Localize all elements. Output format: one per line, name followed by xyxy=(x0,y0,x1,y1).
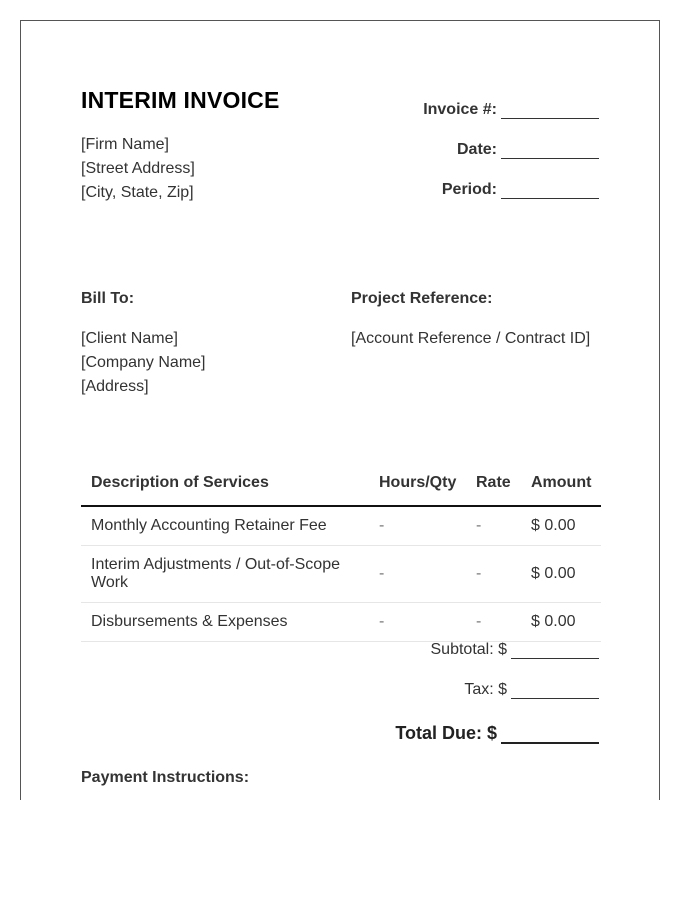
client-name: [Client Name] xyxy=(81,330,178,347)
row-amount: $ 0.00 xyxy=(531,517,576,534)
tax-field[interactable] xyxy=(511,682,599,699)
invoice-page xyxy=(20,20,660,800)
project-reference-label: Project Reference: xyxy=(351,290,493,307)
row-description: Disbursements & Expenses xyxy=(91,613,288,630)
firm-city-state-zip: [City, State, Zip] xyxy=(81,184,194,201)
invoice-number-row xyxy=(423,97,599,119)
row-amount: $ 0.00 xyxy=(531,565,576,582)
bill-to-label: Bill To: xyxy=(81,290,135,307)
subtotal-field[interactable] xyxy=(511,642,599,659)
row-hours: - xyxy=(379,613,385,630)
firm-street-address: [Street Address] xyxy=(81,160,195,177)
invoice-number-label: Invoice #: xyxy=(423,101,497,118)
row-rate: - xyxy=(476,517,482,534)
header-rate: Rate xyxy=(476,474,511,491)
client-address: [Address] xyxy=(81,378,149,395)
invoice-number-field[interactable] xyxy=(501,102,599,119)
row-hours: - xyxy=(379,517,385,534)
table-row xyxy=(81,546,601,603)
row-hours: - xyxy=(379,565,385,582)
payment-instructions-label: Payment Instructions: xyxy=(81,769,250,786)
row-rate: - xyxy=(476,565,482,582)
row-description: Monthly Accounting Retainer Fee xyxy=(91,517,327,534)
table-header xyxy=(81,461,601,507)
header-description: Description of Services xyxy=(91,474,269,491)
row-rate: - xyxy=(476,613,482,630)
invoice-period-row xyxy=(442,177,599,199)
row-amount: $ 0.00 xyxy=(531,613,576,630)
row-description: Interim Adjustments / Out-of-Scope Work xyxy=(91,556,340,591)
services-table xyxy=(81,461,601,642)
total-due-label: Total Due: $ xyxy=(395,723,497,743)
table-row xyxy=(81,507,601,546)
tax-row xyxy=(464,681,599,699)
invoice-title: INTERIM INVOICE xyxy=(81,87,280,113)
invoice-period-field[interactable] xyxy=(501,182,599,199)
total-due-row xyxy=(395,723,599,744)
subtotal-row xyxy=(431,641,600,659)
invoice-period-label: Period: xyxy=(441,181,497,198)
tax-label: Tax: $ xyxy=(464,681,507,698)
project-reference-value: [Account Reference / Contract ID] xyxy=(351,330,591,347)
invoice-date-row xyxy=(457,137,599,159)
invoice-date-label: Date: xyxy=(456,141,497,158)
header-hours-qty: Hours/Qty xyxy=(379,474,457,491)
header-amount: Amount xyxy=(531,474,592,491)
invoice-date-field[interactable] xyxy=(501,142,599,159)
subtotal-label: Subtotal: $ xyxy=(430,641,507,658)
firm-name: [Firm Name] xyxy=(81,136,169,153)
table-row xyxy=(81,603,601,642)
company-name: [Company Name] xyxy=(81,354,206,371)
total-due-field[interactable] xyxy=(501,724,599,744)
